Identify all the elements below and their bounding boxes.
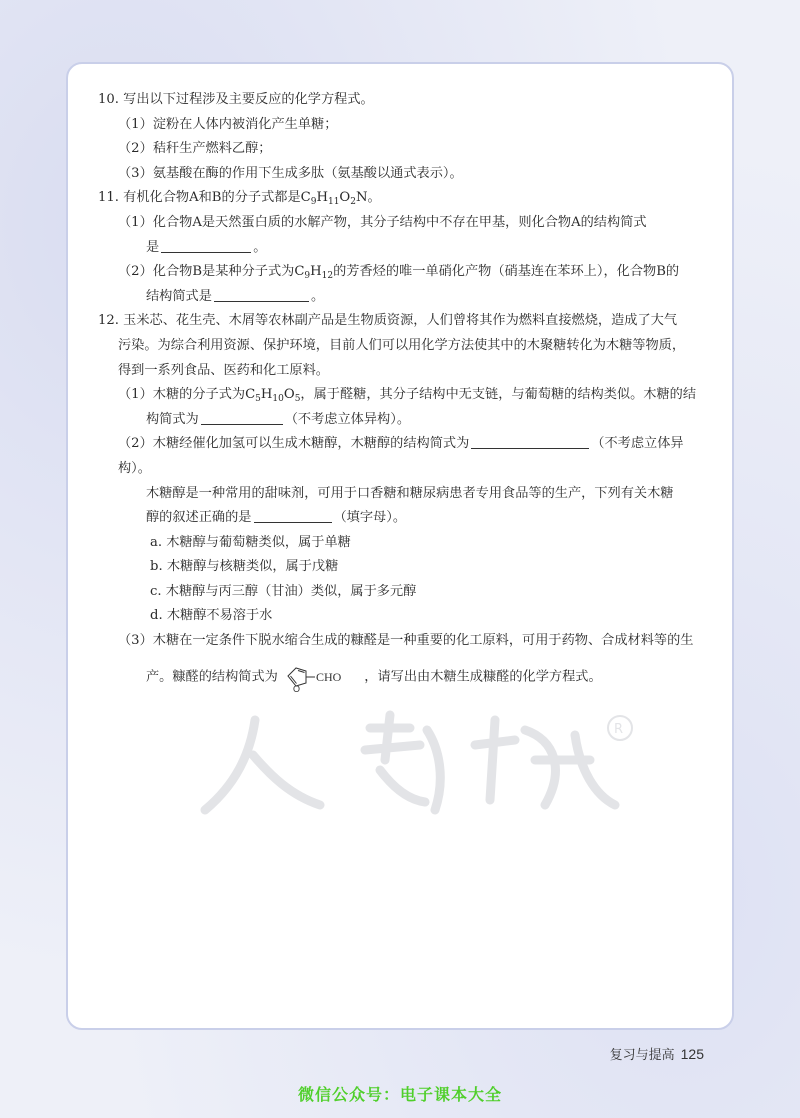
exercise-content [98, 88, 710, 692]
furfural-ring-oxygen: O [293, 683, 301, 692]
page-number: 125 [680, 1046, 704, 1062]
q12-part-2: （2）木糖经催化加氢可以生成木糖醇，木糖醇的结构简式为 （不考虑立体异构）。 [118, 436, 684, 476]
q11-part-b: （2）化合物B是某种分子式为$C_9H_{12}$的芳香烃的唯一单硝化产物（硝基连在苯环上），化合物B的 [118, 264, 680, 282]
page-footer [610, 1044, 704, 1063]
q12-option-b: b. 木糖醇与核糖类似，属于戊糖 [150, 559, 339, 575]
svg-text:R: R [614, 722, 624, 737]
q12-part-1: （1）木糖的分子式为$C_5H_{10}O_5$，属于醛糖，其分子结构中无支链，与葡萄糖的结构类似。木糖的结 [118, 387, 697, 405]
answer-blank-q12-1[interactable] [201, 410, 283, 425]
q11-title: 11. 有机化合物A和B的分子式都是$C_9H_{11}O_2N$。 [98, 190, 381, 208]
q12-intro-line2: 污染。为综合利用资源、保护环境，目前人们可以用化学方法使其中的木聚糖转化为木糖等物质， [118, 337, 686, 353]
answer-blank-q11b[interactable] [214, 287, 309, 302]
q10-item-3: （3）氨基酸在酶的作用下生成多肽（氨基酸以通式表示）。 [118, 165, 463, 181]
q12-part-1-line2: 构简式为 （不考虑立体异构）。 [146, 411, 411, 427]
publisher-watermark-logo [195, 700, 635, 820]
q11-part-b-line2: 结构简式是 。 [146, 288, 325, 304]
q10-item-1: （1）淀粉在人体内被消化产生单糖； [118, 116, 338, 132]
footer-section: 复习与提高 [609, 1048, 675, 1063]
q12-option-d: d. 木糖醇不易溶于水 [150, 608, 273, 624]
q12-part-2-line2: 木糖醇是一种常用的甜味剂，可用于口香糖和糖尿病患者专用食品等的生产，下列有关木糖 [146, 485, 674, 501]
q12-intro-line3: 得到一系列食品、医药和化工原料。 [118, 362, 329, 378]
wechat-banner: 微信公众号：电子课本大全 [297, 1085, 502, 1104]
q11-part-a-line2: 是 。 [146, 239, 267, 255]
furfural-cho-label: CHO [316, 669, 342, 684]
answer-blank-q12-2a[interactable] [471, 434, 589, 449]
q12-intro-line1: 12. 玉米芯、花生壳、木屑等农林副产品是生物质资源，人们曾将其作为燃料直接燃烧，造成了大气 [98, 313, 678, 329]
q12-option-c: c. 木糖醇与丙三醇（甘油）类似，属于多元醇 [150, 583, 417, 599]
q10-title: 10. 写出以下过程涉及主要反应的化学方程式。 [98, 92, 374, 107]
q11-part-a: （1）化合物A是天然蛋白质的水解产物，其分子结构中不存在甲基，则化合物A的结构简式 [118, 214, 647, 230]
q10-item-2: （2）秸秆生产燃料乙醇； [118, 141, 272, 157]
q12-part-3-line2: 产。糠醛的结构简式为 O CHO ，请写出由木糖生成糠醛的化学方程式。 [146, 662, 710, 692]
answer-blank-q12-2b[interactable] [254, 508, 332, 523]
q12-option-a: a. 木糖醇与葡萄糖类似，属于单糖 [150, 534, 351, 550]
answer-blank-q11a[interactable] [161, 238, 251, 253]
furfural-structure-icon [282, 662, 360, 692]
q12-part-2-line3: 醇的叙述正确的是 （填字母）。 [146, 510, 407, 526]
q12-part-3: （3）木糖在一定条件下脱水缩合生成的糠醛是一种重要的化工原料，可用于药物、合成材料等的生 [118, 633, 694, 649]
